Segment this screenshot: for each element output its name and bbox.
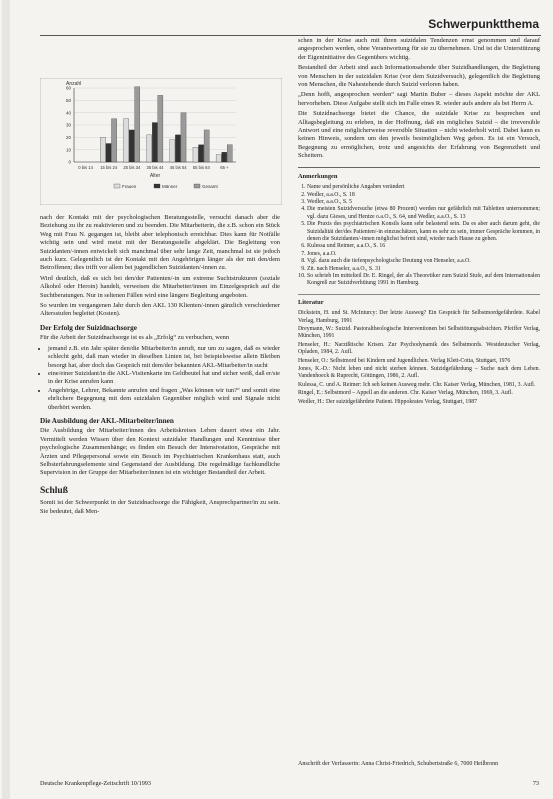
y-axis-label: Anzahl: [66, 81, 82, 87]
literature-item: Henseler, H.: Narzißtische Krisen. Zur Psychodynamik des Selbstmords. Westdeutscher Verlag, Opladen, 1984, 2. Aufl.: [298, 341, 540, 356]
author-address: Anschrift der Verfasserin: Anna Christ-Friedrich, Schubertstraße 6, 7000 Heilbronn: [298, 761, 499, 767]
literature-list: [298, 310, 540, 406]
note-item: 8. Vgl. dazu auch die tiefenpsychologische Deutung von Henseler, a.a.O.: [307, 258, 540, 265]
paragraph: Wird deutlich, daß es sich bei den/der Patienten/-in um extreme Suchtstrukturen (soziale Alkohol oder Heroin) handelt, verweisen die Mitarbeiter/innen im Einzelgespräch auf die Suchtberatungen. Nur in seltenen Fällen wird eine längere Begleitung angeboten.: [40, 274, 280, 299]
left-column: [40, 214, 280, 518]
legend-swatch: [114, 184, 120, 188]
y-tick-label: 30: [65, 122, 71, 128]
literature-item: Dreymann, W.: Suizid. Pastoraltheologische Interventionen bei Selbsttötungsabsichten. Pfeiffer Verlag, München, 1991: [298, 326, 540, 340]
notes-list: [298, 184, 540, 288]
x-tick-label: 25 bis 34: [123, 165, 141, 170]
bar: [124, 119, 129, 162]
header-divider: [40, 35, 541, 36]
literature-item: Jones, K.-D.: Nicht leben und nicht sterben können. Suizidgefährdung – Suche nach dem Leben. Vandenhoeck & Ruprecht, Göttingen, 1986, 2. Aufl.: [298, 366, 540, 380]
list-item: • Angehörige, Lehrer, Bekannte anrufen und fragen „Was können wir tun?“ und somit eine ehrlichere Begegnung mit dem suizidalen Gegenüber möglich wird und Signale nicht überhört werden.: [48, 387, 280, 412]
note-item: 6. Kulessa und Reimer, a.a.O., S. 16: [307, 243, 540, 250]
legend-label: Männer: [162, 184, 178, 189]
y-tick-label: 40: [65, 110, 71, 116]
legend-swatch: [154, 184, 160, 188]
bar: [135, 87, 140, 162]
y-tick-label: 0: [68, 159, 71, 165]
section-heading: Schluß: [40, 485, 68, 496]
bar: [216, 155, 221, 162]
page-number: 73: [532, 780, 539, 787]
legend-swatch: [194, 184, 200, 188]
paragraph: Bestandteil der Arbeit sind auch Informationsabende über Suizidhandlungen, die Begleitung von Menschen in der suizidalen Krise (vor dem Suizidversuch), gelegentlich die Begleitung von Menschen, die Nahestehende durch Suizid verloren haben.: [298, 64, 540, 89]
paragraph: So wurden im vergangenen Jahr durch den AKL 130 Klienten/-innen gänzlich verschiedener Altersstufen begleitet (Kosten).: [40, 302, 280, 318]
divider: [298, 294, 540, 295]
x-tick-label: 35 bis 44: [146, 165, 164, 170]
notes-heading: Anmerkungen: [298, 172, 338, 180]
note-item: 10. So schrieb Im mittelteil Dr. E. Ringel, der als Theoretiker zum Suizid Stufe, auf dem Internationalen Kongreß zur Suizidverhütung 1991 in Hamburg.: [307, 273, 540, 288]
paragraph: Die Ausbildung der Mitarbeiter/innen des Arbeitskreises Leben dauert etwa ein Jahr. Vermittelt werden Wissen über den Kontext suizidaler Handlungen und Kenntnisse über psychologische Zusammenhänge; es finden ein Besuch der Intensivstation, Gespräche mit Ärzten und Pflegepersonal sowie ein Besuch im Psychiatrischen Krankenhaus statt, auch Selbsterfahrungselemente sind Gegenstand der Ausbildung. Die regelmäßige fachkundliche Supervision in der Gruppe der Mitarbeiter/innen ist ein wichtiger Bestandteil der Arbeit.: [40, 427, 280, 477]
paragraph: schen in der Krise auch mit ihren suizidalen Tendenzen ernst genommen und darauf angesprochen werden, ohne Verantwortung für sie zu übernehmen. Und ist die Unterstützung der Eigeninitiative des Gegenübers wichtig.: [298, 37, 540, 61]
paragraph: Somit ist der Schwerpunkt in der Suizidnachsorge die Fähigkeit, Ansprechpartner/in zu sein. Sie bedeutet, daß Men-: [40, 499, 280, 515]
legend-label: Frauen: [122, 184, 137, 189]
literature-item: Henseler, O.: Selbstmord bei Kindern und Jugendlichen. Verlag Klett-Cotta, Stuttgart, 1976: [298, 357, 511, 364]
bar: [199, 145, 204, 162]
note-item: 4. Die meisten Suizidversuche (etwa 80 Prozent) werden nur gefährlich mit Tabletten unternommen; vgl. dazu Gieses, und Hentze o.a.O., S. 64, und Wedler, a.a.O., S. 13: [307, 206, 540, 221]
x-tick-label: 65 +: [220, 165, 229, 170]
x-axis-label: Alter: [149, 173, 161, 179]
note-item: 3. Wedler, a.a.O., S. 5: [307, 199, 540, 206]
section-heading: Die Ausbildung der AKL-Mitarbeiter/innen: [40, 416, 174, 425]
journal-footer: Deutsche Krankenpflege-Zeitschrift 10/1993: [40, 780, 151, 787]
legend-label: Gesamt: [202, 184, 218, 189]
notes-section: [298, 167, 540, 288]
list-item: • eine/einer Suizidant/in die AKL-Visitenkarte im Geldbeutel hat und sicher weiß, daß er/sie in der Krise anrufen kann: [48, 370, 280, 387]
bar: [152, 123, 157, 162]
y-tick-label: 60: [65, 85, 71, 91]
right-column: [298, 37, 540, 407]
paragraph: nach der Kontakt mit der psychologischen Beratungsstelle, versucht danach aber die Beziehung zu ihr zu reaktivieren und zu beenden. Die Mitarbeiterin, die z.B. schon ein Stück Weg mit Frau N. gegangen ist, bleibt aber telephonisch erreichbar. Dies kann für Notfälle wichtig sein und wird meist mit der Beratungsstelle abgeklärt. Die Begleitung von Suizidanten/-innen entwickelt sich manchmal über sehr lange Zeit, manchmal ist sie jedoch auch kurz. Gelegentlich ist der Kontakt mit den Angehörigen länger als der mit den/dem Betroffenen; dies trifft vor allem bei jugendlichen Suizidanten/-innen zu.: [40, 214, 280, 272]
note-item: 5. Die Praxis des psychiatrischen Konsils kann sehr belastend sein. Da es aber auch darum geht, die Suizidalität der/des Patienten/-in einzuschätzen, kann es sehr zu sein, immer Gespräche kommen, in denen die Suizidanten/-innen möglichst befreit sind, wieder nach Hause zu gehen.: [307, 221, 540, 243]
literature-item: Kulessa, C. und A. Reimer: Ich seh keinen Ausweg mehr. Chr. Kaiser Verlag, München, 1981, 3. Aufl.: [298, 381, 536, 388]
bar: [147, 135, 152, 162]
x-tick-label: 15 bis 24: [100, 165, 118, 170]
bar: [111, 119, 116, 162]
bar: [204, 130, 209, 162]
y-tick-label: 10: [65, 147, 71, 153]
list-item: • jemand z.B. ein Jahr später den/die Mitarbeiter/in anruft, nur um zu sagen, daß es wieder schlecht geht, daß man wieder in dieselben Linien ist, bei beispielsweise allein Bleiben besorgt hat, aber doch das Gespräch mit dem/der bekannten AKL-Mitarbeiter/in sucht: [48, 345, 280, 370]
bar: [193, 147, 198, 162]
y-tick-label: 20: [65, 134, 71, 140]
x-tick-label: 55 bis 64: [192, 165, 210, 170]
bar: [106, 144, 111, 163]
bar: [170, 140, 175, 162]
paragraph: „Denn hofft, angesprochen werden“ sagt Martin Buber – dieses Aspekt möchte der AKL hervorheben. Diese Aufgabe stellt sich im Falle eines R. wieder aufs andere als bei Herrn A.: [298, 91, 540, 107]
x-tick-label: 45 bis 54: [169, 165, 187, 170]
bar: [175, 135, 180, 162]
bar: [158, 95, 163, 162]
page-edge-shading: [2, 0, 10, 799]
literature-item: Wedler, H.: Der suizidgefährdete Patient. Hippokrates Verlag, Stuttgart, 1987: [298, 398, 478, 405]
note-item: 9. Zit. nach Henseler, a.a.O., S. 31: [307, 266, 540, 273]
bar: [222, 152, 227, 162]
literature-heading: Literatur: [298, 298, 324, 306]
literature-item: Dickstein, H. und St. McInturcy: Der letzte Ausweg? Ein Gespräch für Selbstmordgefährdete. Kabel Verlag, Hamburg, 1991: [298, 310, 540, 324]
x-tick-label: 0 bis 14: [78, 165, 93, 170]
bar: [227, 145, 232, 162]
note-item: 7. Jones, a.a.O.: [307, 251, 540, 258]
note-item: 1. Name und persönliche Angaben verändert: [307, 184, 540, 191]
literature-item: Ringel, E.: Selbstmord – Appell an die anderen. Chr. Kaiser Verlag, München, 1969, 3. Aufl.: [298, 390, 513, 397]
paragraph: Die Suizidnachsorge bietet die Chance, die suizidale Krise zu besprechen und Alltagsbegleitung zu erleben, in der Hoffnung, daß ein mögliches Suizid – die irreversible Antwort und eine möglicherweise reversible Situation – nicht wiederholt wird. Dabei kann es keinen Hinweis, sondern um den jeweils bestmöglichen Weg geben. Es ist ein Versuch, Begegnung zu ermöglichen, trotz und angesichts der Erfahrung von Begrenztheit und Scheitern.: [298, 110, 540, 160]
bar: [129, 130, 134, 162]
bullet-list: [40, 345, 280, 412]
age-bar-chart: [40, 78, 282, 205]
chart-svg: [40, 78, 282, 205]
section-heading: Der Erfolg der Suizidnachsorge: [40, 323, 137, 332]
y-tick-label: 50: [65, 97, 71, 103]
section-title: Schwerpunktthema: [428, 17, 539, 31]
bar: [100, 137, 105, 162]
bar: [181, 113, 186, 162]
paragraph: Für die Arbeit der Suizidnachsorge ist es als „Erfolg“ zu verbuchen, wenn: [40, 334, 230, 342]
note-item: 2. Wedler, a.a.O., S. 18: [307, 192, 540, 199]
